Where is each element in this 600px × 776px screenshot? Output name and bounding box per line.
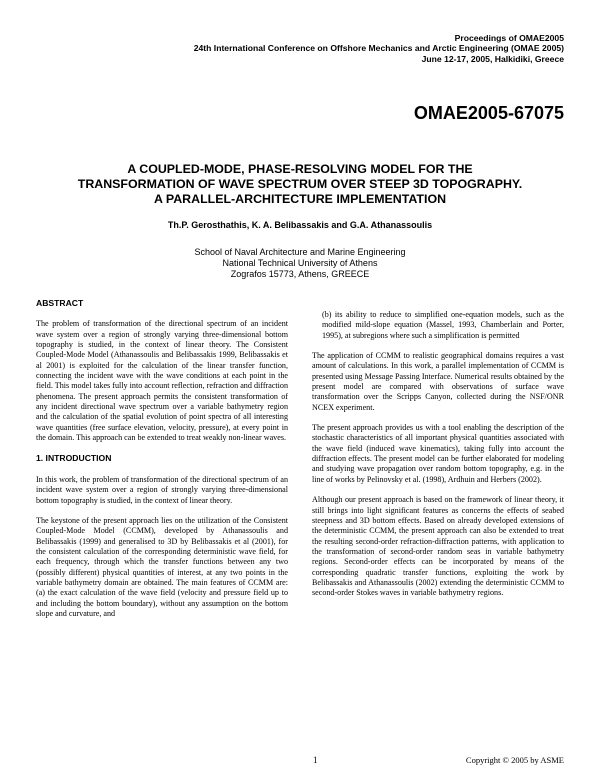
right-paragraph-2: The application of CCMM to realistic geographical domains requires a vast amount of calculations. In this work, a parallel implementation of CCMM is presented using Message Passing Interface. Numerical results obtained by the present model are compared with observations of surface wave transformation over the Scripps Canyon, collected during the NSF/ONR NCEX experiment. [312, 351, 564, 412]
right-paragraph-4: Although our present approach is based on the framework of linear theory, it still brings into light significant features as concerns the effects of seabed steepness and 3D bottom effects. Based on already developed extensions of the deterministic CCMM, the present approach can also be extended to treat the resulting second-order refraction-diffraction patterns, with application to the transformation of second-order random seas in variable bathymetry regions. Second-order effects can be incorporated by means of the corresponding quadratic transfer functions, exploiting the work by Belibassakis and Athanassoulis (2002) extending the deterministic CCMM to second-order Stokes waves in variable bathymetry regions. [312, 495, 564, 598]
introduction-heading: 1. INTRODUCTION [36, 453, 112, 464]
authors: Th.P. Gerosthathis, K. A. Belibassakis and G.A. Athanassoulis [167, 220, 433, 230]
intro-paragraph-1: In this work, the problem of transformation of the directional spectrum of an incident wave system over a region of strongly varying three-dimensional bottom topography is studied, in the context of linear theory. [36, 474, 288, 505]
proceedings-header [194, 33, 564, 64]
right-paragraph-3: The present approach provides us with a tool enabling the description of the stochastic characteristics of all important physical quantities associated with the wave field (induced wave kinematics), taking fully into account the diffraction effects. The present model can be further elaborated for modeling and studying wave propagation over random bottom topography, e.g. in the line of works by Pelinovsky et al. (1998), Ardhuin and Herbers (2002). [312, 423, 564, 484]
proceedings-line-3: June 12-17, 2005, Halkidiki, Greece [421, 53, 564, 64]
paper-title [36, 162, 564, 208]
title-line-2: TRANSFORMATION OF WAVE SPECTRUM OVER STEEP 3D TOPOGRAPHY. [77, 177, 523, 192]
affiliation-line-3: Zografos 15773, Athens, GREECE [230, 269, 370, 280]
title-line-1: A COUPLED-MODE, PHASE-RESOLVING MODEL FOR THE [127, 162, 473, 176]
affiliation-line-2: National Technical University of Athens [222, 258, 378, 269]
proceedings-line-1: Proceedings of OMAE2005 [454, 33, 564, 43]
intro-paragraph-2: The keystone of the present approach lies on the utilization of the Consistent Coupled-Mode Model (CCMM), developed by Athanassoulis and Belibassakis (1999) and generalised to 3D by Belibassakis et al (2001), for the consistent calculation of the corresponding deterministic wave field, for each frequency, through which the transfer functions between any two (possibly different) physical quantities of interest, at any two points in the variable bathymetry domain are obtained. The main features of CCMM are: (a) the exact calculation of the wave field (velocity and pressure field up to and including the bottom boundary), without any assumption on the bottom slope and curvature, and [36, 515, 288, 618]
affiliation [36, 247, 564, 281]
right-column [312, 310, 564, 609]
title-line-3: A PARALLEL-ARCHITECTURE IMPLEMENTATION [153, 192, 447, 207]
copyright: Copyright © 2005 by ASME [465, 755, 564, 765]
paper-id: OMAE2005-67075 [413, 103, 564, 123]
right-paragraph-1: (b) its ability to reduce to simplified one-equation models, such as the modified mild-slope equation (Massel, 1993, Chamberlain and Porter, 1995), at subregions where such a simplification is permitted [322, 310, 564, 340]
left-column [36, 298, 288, 629]
abstract-text: The problem of transformation of the directional spectrum of an incident wave system over a region of strongly varying three-dimensional bottom topography is studied, in the context of linear theory. The Consistent Coupled-Mode Model (Athanassoulis and Belibassakis 1999, Belibassakis et al 2001) is exploited for the calculation of the linear transfer function, connecting the incident wave with the wave conditions at each point in the field. This model takes fully into account reflection, refraction and diffraction phenomena. The present approach permits the consistent transformation of any incident directional wave spectrum over a variable bathymetry region and the calculation of the spatial evolution of point spectra of all interesting wave quantities (free surface elevation, velocity, pressure), at every point in the domain. This approach can be extended to treat weakly non-linear waves. [36, 319, 288, 443]
abstract-heading: ABSTRACT [36, 298, 84, 308]
page-number: 1 [313, 755, 318, 765]
proceedings-line-2: 24th International Conference on Offshore Mechanics and Arctic Engineering (OMAE 2005) [193, 43, 564, 54]
affiliation-line-1: School of Naval Architecture and Marine Engineering [194, 247, 406, 257]
